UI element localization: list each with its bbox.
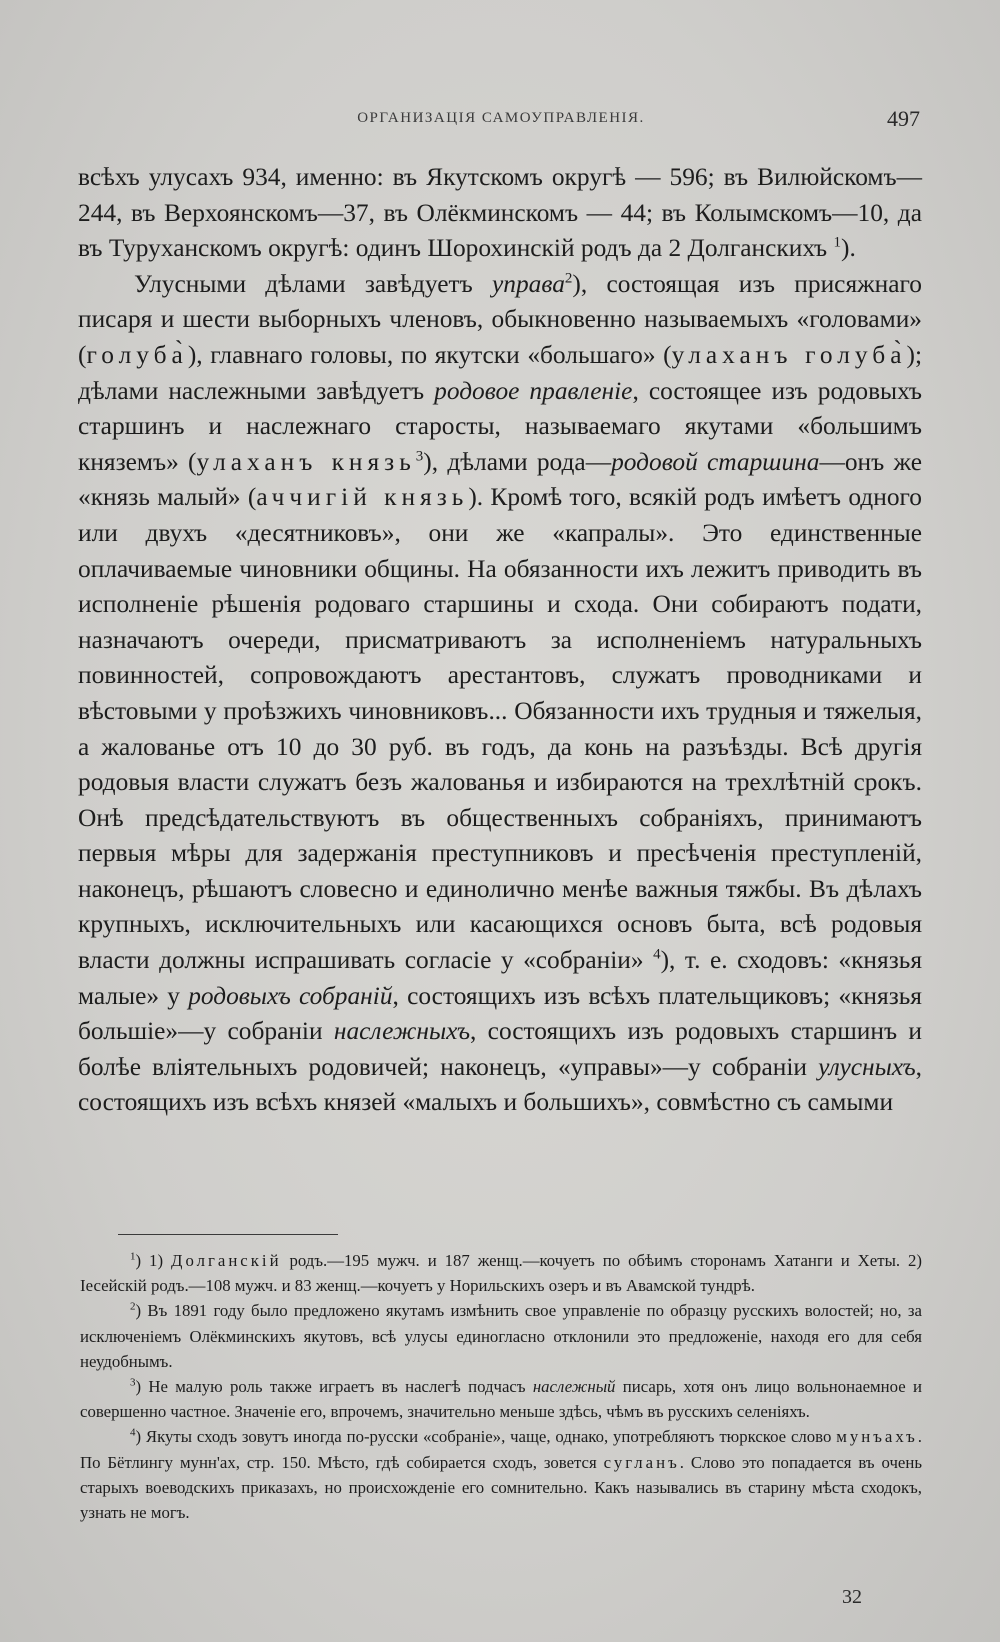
page-number: 497 <box>887 106 920 131</box>
text-run: , состоящихъ изъ родовыхъ старшинъ и болѣе вліятельныхъ родовичей; наконецъ, «управы»—у собраніи <box>78 1017 922 1081</box>
text-run: ), дѣлами рода— <box>423 447 612 476</box>
spaced-term: сугланъ <box>603 1452 680 1472</box>
spaced-term: ахъ <box>884 1427 918 1447</box>
text-run: ) 1) <box>135 1251 171 1270</box>
footnote-ref: 3 <box>415 448 424 465</box>
footnote-ref: 4 <box>653 946 661 963</box>
text-run: родъ.—195 мужч. и 187 женщ.—кочуетъ по обѣимъ сторонамъ Хатанги и Хеты. 2) Іесейскій родъ.—108 мужч. и 83 женщ.—кочуетъ у Норильскихъ озеръ и въ Авамской тундрѣ. <box>80 1251 922 1296</box>
text-run: ); дѣлами наслежными завѣдуетъ <box>78 340 922 405</box>
text-run: . Слово это попадается въ очень старыхъ воеводскихъ приказахъ, но происхожденіе его сомнительно. Какъ назывались въ старину мѣста сходокъ, узнать не могъ. <box>80 1452 923 1523</box>
footnote-divider <box>118 1234 338 1235</box>
page-header <box>80 106 922 134</box>
italic-term: наслежный <box>532 1377 616 1397</box>
text-run: , состоящихъ изъ всѣхъ князей «малыхъ и большихъ», совмѣстно съ самыми <box>78 1052 922 1117</box>
spaced-term: Долганскій <box>171 1251 282 1270</box>
text-run: ) Не малую роль также играетъ въ наслегѣ подчасъ <box>135 1377 533 1397</box>
text-run: ), т. е. сходовъ: «князья малые» у <box>78 946 922 1010</box>
text-run: всѣхъ улусахъ 934, именно: въ Якутскомъ округѣ — 596; въ Вилюйскомъ—244, въ Верхоянскомъ—37, въ Олёкминскомъ — 44; въ Колымскомъ—10, да въ Туруханскомъ округѣ: одинъ Шорохинскій родъ да 2 Долганскихъ <box>78 163 922 263</box>
italic-term: родовыхъ собраній <box>188 981 393 1010</box>
footnote-marker: 2 <box>130 1300 136 1313</box>
spaced-term: голуба̀ <box>86 340 188 369</box>
footnote-ref: 2 <box>564 270 573 287</box>
footnote-3 <box>80 1374 922 1424</box>
text-run: ), главнаго головы, по якутски «большаго» ( <box>187 340 672 369</box>
text-run: . По Бётлингу мунн'ах, стр. 150. Мѣсто, гдѣ собирается сходъ, зовется <box>80 1427 922 1472</box>
text-run: ). Кромѣ того, всякій родъ имѣетъ одного или двухъ «десятниковъ», они же «капралы». Это единственные оплачиваемые чиновники общины. На обязанности ихъ лежитъ приводить въ исполненіе рѣшенія родоваго старшины и схода. Они собираютъ подати, назначаютъ очереди, присматриваютъ за исполненіемъ натуральныхъ повинностей, сопровождаютъ арестантовъ, служатъ проводниками и вѣстовыми у проѣзжихъ чиновниковъ... Обязанности ихъ трудныя и тяжелыя, а жалованье отъ 10 до 30 руб. въ годъ, да конь на разъѣзды. Всѣ другія родовыя власти служатъ безъ жалованья и избираются на трехлѣтній срокъ. Онѣ предсѣдательствуютъ въ общественныхъ собраніяхъ, принимаютъ первыя мѣры для задержанія преступниковъ и пресѣченія преступленій, наконецъ, рѣшаютъ словесно и единолично менѣе важныя тяжбы. Въ дѣлахъ крупныхъ, исключительныхъ или касающихся основъ быта, всѣ родовыя власти должны испрашивать согласіе у «собраніи» <box>78 483 922 975</box>
paragraph-2 <box>78 267 922 1121</box>
text-run: ). <box>841 234 856 263</box>
footnote-ref: 1 <box>833 234 842 251</box>
running-title: ОРГАНИЗАЦІЯ САМОУПРАВЛЕНІЯ. <box>357 110 645 126</box>
italic-term: родовой старшина <box>611 447 820 476</box>
footnote-marker: 4 <box>130 1426 136 1439</box>
footnotes <box>80 1248 922 1525</box>
paragraph-1 <box>78 160 922 267</box>
main-text <box>78 160 922 1121</box>
italic-term: родовое правленіе <box>434 376 633 405</box>
text-run: писарь, хотя онъ лицо вольнонаемное и совершенно частное. Значеніе его, впрочемъ, значительно меньше здѣсь, чѣмъ въ русскихъ селеніяхъ. <box>80 1377 922 1422</box>
signature-mark: 32 <box>842 1586 862 1608</box>
footnote-1 <box>80 1248 922 1298</box>
text-run: ) Якуты сходъ зовутъ иногда по-русски «собраніе», чаще, однако, употребляютъ тюркское слово <box>135 1427 837 1447</box>
footnote-4 <box>80 1424 922 1525</box>
italic-term: наслежныхъ <box>333 1017 471 1046</box>
text-run: , состоящихъ изъ всѣхъ плательщиковъ; «князья большіе»—у собраніи <box>78 981 922 1046</box>
text-run: Улусными дѣлами завѣдуетъ <box>134 269 492 298</box>
footnote-marker: 3 <box>130 1376 136 1389</box>
footnote-marker: 1 <box>130 1250 136 1263</box>
text-run: ) Въ 1891 году было предложено якутамъ измѣнить свое управленіе по образцу русскихъ волостей; но, за исключеніемъ Олёкминскихъ якутовъ, всѣ улусы единогласно отклонили это предложеніе, находя его для себя неудобнымъ. <box>80 1301 922 1371</box>
spaced-term: аччигій князь <box>256 483 469 512</box>
spaced-term: мунъ <box>836 1427 885 1447</box>
spaced-term: улаханъ голуба̀ <box>671 340 907 369</box>
spaced-term: улаханъ князь <box>196 447 416 476</box>
italic-term: управа <box>491 269 565 298</box>
italic-term: улусныхъ <box>818 1052 916 1081</box>
text-run: ), состоящая изъ присяжнаго писаря и шести выборныхъ членовъ, обыкновенно называемыхъ «головами» ( <box>78 269 922 369</box>
text-run: —онъ же «князь малый» ( <box>78 447 922 512</box>
footnote-2 <box>80 1298 922 1374</box>
text-run: , состоящее изъ родовыхъ старшинъ и наслежнаго старосты, называемаго якутами «большимъ княземъ» ( <box>78 376 922 476</box>
